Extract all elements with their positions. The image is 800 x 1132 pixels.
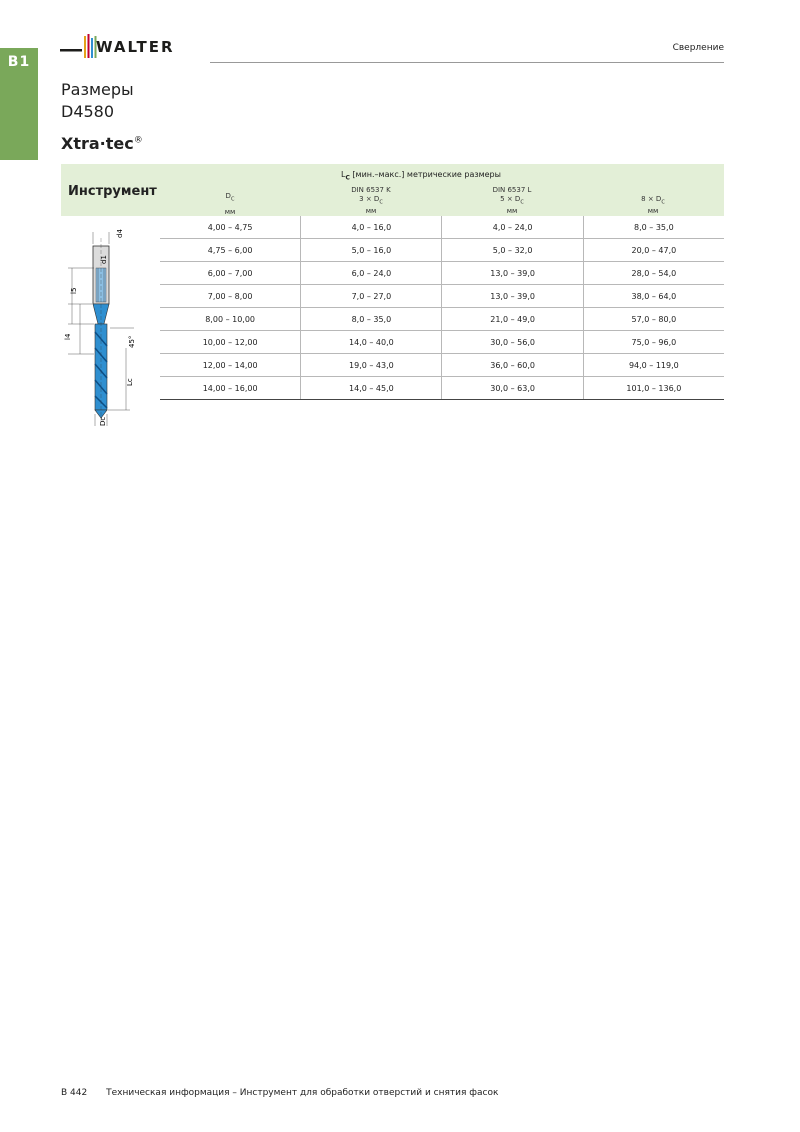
table-row: 6,00 – 7,00 6,0 – 24,0 13,0 – 39,0 28,0 – 54,0 bbox=[160, 262, 724, 285]
label-d4: d4 bbox=[116, 229, 124, 238]
lc-header: $L_C$ [мин.–макс.] метрические размеры bbox=[341, 170, 501, 182]
footer-text: Техническая информация – Инструмент для обработки отверстий и снятия фасок bbox=[106, 1088, 499, 1098]
label-l4: l4 bbox=[64, 333, 72, 340]
label-angle: 45° bbox=[128, 335, 136, 348]
col-header-8xdc: $8 \times D_C$ мм bbox=[641, 195, 665, 216]
drill-drawing bbox=[60, 228, 150, 428]
product-code: D4580 bbox=[61, 102, 115, 121]
logo-text: WALTER bbox=[96, 38, 175, 56]
page-footer bbox=[61, 1088, 498, 1098]
dimensions-table bbox=[160, 216, 724, 400]
col-header-3xdc: DIN 6537 K $3 \times D_C$ мм bbox=[351, 186, 391, 216]
label-lc: Lc bbox=[126, 378, 134, 386]
tool-label: Инструмент bbox=[68, 184, 157, 199]
header-section-title: Сверление bbox=[672, 43, 724, 53]
brand-name: Xtra·tec® bbox=[61, 134, 143, 153]
header-divider bbox=[210, 62, 724, 63]
col-header-dc: $D_C$ мм bbox=[224, 192, 236, 217]
table-row: 12,00 – 14,00 19,0 – 43,0 36,0 – 60,0 94,0 – 119,0 bbox=[160, 354, 724, 377]
col-header-5xdc: DIN 6537 L $5 \times D_C$ мм bbox=[492, 186, 532, 216]
table-row: 8,00 – 10,00 8,0 – 35,0 21,0 – 49,0 57,0 – 80,0 bbox=[160, 308, 724, 331]
label-dc: Dc bbox=[99, 416, 107, 426]
label-l5: l5 bbox=[70, 287, 78, 294]
page-title: Размеры bbox=[61, 80, 134, 99]
table-row: 4,75 – 6,00 5,0 – 16,0 5,0 – 32,0 20,0 – 47,0 bbox=[160, 239, 724, 262]
table-row: 14,00 – 16,00 14,0 – 45,0 30,0 – 63,0 101,0 – 136,0 bbox=[160, 377, 724, 400]
table-header bbox=[61, 164, 724, 216]
page-number: B 442 bbox=[61, 1088, 88, 1098]
section-tab: B1 bbox=[0, 48, 38, 160]
registered-mark: ® bbox=[133, 135, 143, 146]
table-row: 10,00 – 12,00 14,0 – 40,0 30,0 – 56,0 75,0 – 96,0 bbox=[160, 331, 724, 354]
table-row: 7,00 – 8,00 7,0 – 27,0 13,0 – 39,0 38,0 – 64,0 bbox=[160, 285, 724, 308]
table-row: 4,00 – 4,75 4,0 – 16,0 4,0 – 24,0 8,0 – 35,0 bbox=[160, 216, 724, 239]
label-d1: d1 bbox=[100, 255, 108, 264]
